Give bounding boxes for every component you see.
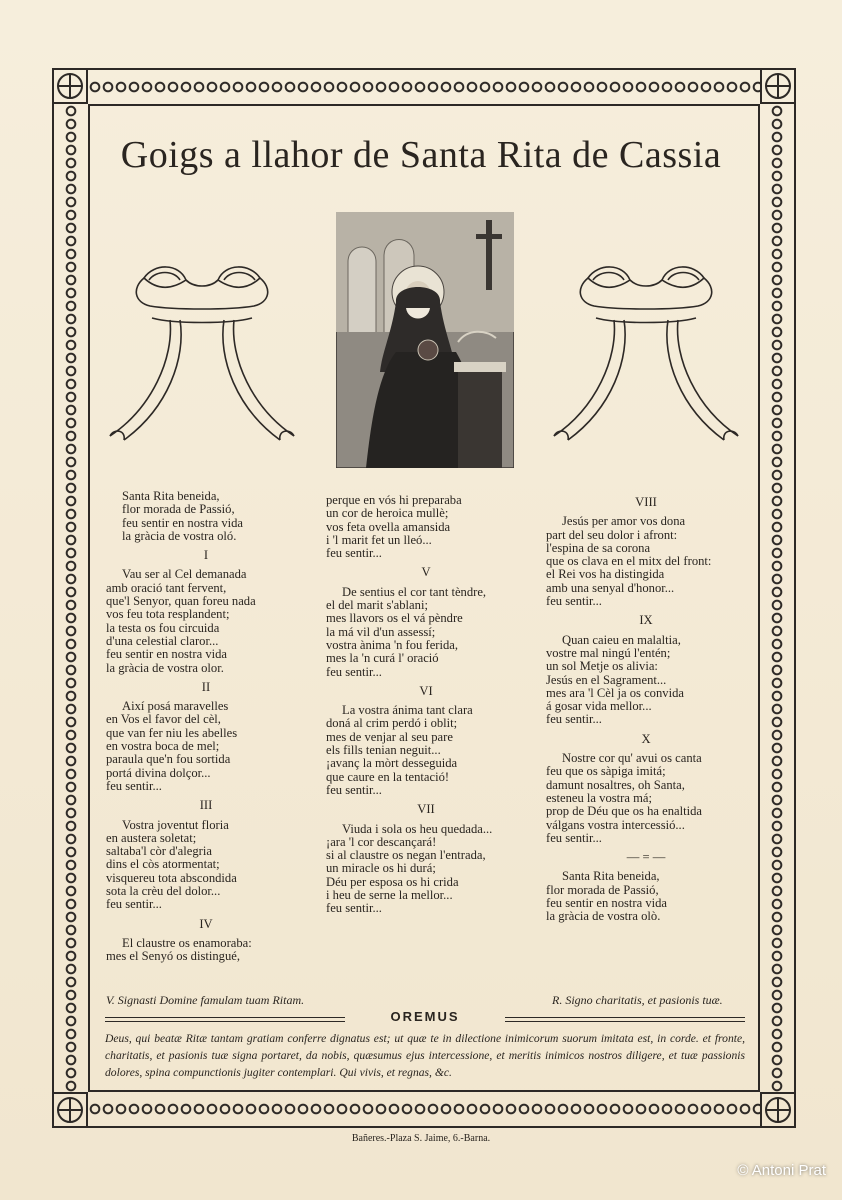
- stanza-number: VII: [417, 802, 435, 817]
- verse-line: mes de venjar al seu pare: [326, 729, 453, 744]
- verse-line: feu sentir...: [106, 778, 162, 793]
- verse-line: ¡ara 'l cor descançará!: [326, 834, 437, 849]
- stanza-number: VIII: [635, 495, 657, 509]
- verse-line: La vostra ánima tant clara: [342, 703, 473, 718]
- verse-line: flor morada de Passió,: [122, 502, 235, 517]
- verse-line: mes el Senyó os distingué,: [106, 949, 240, 964]
- verse-line: que van fer niu les abelles: [106, 725, 238, 740]
- verse-line: Vau ser al Cel demanada: [122, 567, 247, 582]
- oremus-heading: [105, 1011, 745, 1025]
- stanza-number: III: [199, 798, 213, 813]
- verse-line: vostre mal ningú l'entén;: [546, 645, 671, 660]
- verse-line: Déu per esposa os hi crida: [326, 874, 459, 889]
- corner-ornament-icon: [52, 68, 88, 104]
- versicle: V. Signasti Domine famulam tuam Ritam.: [106, 993, 305, 1007]
- verses-column-1: [106, 490, 306, 964]
- verse-line: el Rei vos ha distingida: [546, 567, 665, 582]
- divider-right: [505, 1017, 745, 1022]
- verse-line: i heu de serne la mellor...: [326, 888, 453, 903]
- stanza-number: II: [201, 679, 211, 694]
- verse-line: mes la 'n curá l' oració: [326, 651, 439, 666]
- verse-line: vostra ànima 'n fou ferida,: [326, 637, 459, 652]
- verse-line: en Vos el favor del cèl,: [106, 712, 221, 727]
- verse-line: paraula que'n fou sortida: [106, 752, 231, 767]
- stanza-number: X: [641, 731, 651, 746]
- verse-line: amb oració tant fervent,: [106, 580, 227, 595]
- verse-line: feu que os sàpiga imitá;: [546, 764, 666, 779]
- copyright-watermark: © Antoni Prat: [737, 1162, 826, 1179]
- verse-line: l'espina de sa corona: [546, 540, 651, 555]
- verse-line: feu sentir en nostra vida: [546, 896, 667, 911]
- verse-line: feu sentir...: [546, 712, 602, 727]
- verse-line: feu sentir en nostra vida: [122, 515, 243, 530]
- floral-ornament-right-icon: [548, 258, 744, 448]
- verse-line: Nostre cor qu' avui os canta: [562, 751, 702, 766]
- verse-line: mes ara 'l Cèl ja os convida: [546, 685, 684, 700]
- verse-line: Vostra joventut floria: [122, 817, 229, 832]
- verse-line: la testa os fou circuida: [106, 620, 220, 635]
- verse-line: ¡avanç la mòrt desseguida: [326, 756, 458, 771]
- border-left: [52, 104, 90, 1092]
- stanza-number: VI: [419, 683, 433, 698]
- verse-line: válgans vostra intercessió...: [546, 817, 685, 832]
- verse-line: Així posá maravelles: [122, 699, 229, 714]
- verse-line: feu sentir...: [106, 897, 162, 912]
- verse-line: la gràcia de vostra olor.: [106, 660, 224, 675]
- verse-line: feu sentir en nostra vida: [106, 647, 227, 662]
- verse-line: i 'l marit fet un lleó...: [326, 532, 432, 547]
- verse-line: Jesús en el Sagrament...: [546, 672, 667, 687]
- saint-rita-portrait: [336, 212, 514, 468]
- verse-line: que'l Senyor, quan foreu nada: [106, 594, 256, 609]
- verse-line: mes llavors os el vá pèndre: [326, 611, 463, 626]
- divider-left: [105, 1017, 345, 1022]
- verse-line: que os clava en el mitx del front:: [546, 554, 712, 569]
- verse-line: Quan caieu en malaltia,: [562, 632, 681, 647]
- stanza-number: — = —: [626, 850, 666, 865]
- verse-line: un sol Metje os alivia:: [546, 659, 658, 674]
- verse-line: si al claustre os negan l'entrada,: [326, 848, 486, 863]
- verse-line: part del seu dolor i afront:: [546, 527, 678, 542]
- prayer-text: Deus, qui beatæ Ritæ tantam gratiam conferre dignatus est; ut quæ te in dilectione inimicorum suorum imitata est, in corde. et fronte, charitatis, et pasionis tuæ signa portaret, da nobis, quæsumus ejus intercessione, et meritis inimicos nostros diligere, et tuæ passionis dolores, spina compunctionis jugiter contemplari. Qui vivis, et regnas, &c.: [105, 1032, 745, 1079]
- verse-line: damunt nosaltres, oh Santa,: [546, 777, 685, 792]
- verse-line: feu sentir...: [326, 782, 382, 797]
- verses-column-2: [326, 494, 526, 916]
- verse-line: prop de Déu que os ha enaltida: [546, 804, 702, 819]
- verse-line: feu sentir...: [326, 901, 382, 916]
- corner-ornament-icon: [760, 68, 796, 104]
- verse-line: en vostra boca de mel;: [106, 739, 220, 754]
- stanza-number: IX: [639, 613, 653, 628]
- verse-line: la gràcia de vostra oló.: [122, 528, 237, 543]
- stanza-number: I: [203, 548, 209, 563]
- verse-line: feu sentir...: [326, 546, 382, 561]
- verse-line: vos feta ovella amansida: [326, 519, 451, 534]
- oremus-label: OREMUS: [390, 1009, 460, 1024]
- verse-line: perque en vós hi preparaba: [326, 493, 462, 507]
- verse-line: dins el còs atormentat;: [106, 857, 220, 872]
- verse-line: que caure en la tentació!: [326, 769, 450, 784]
- floral-ornament-left-icon: [104, 258, 300, 448]
- corner-ornament-icon: [760, 1092, 796, 1128]
- verse-line: Viuda i sola os heu quedada...: [342, 821, 493, 836]
- verses-column-3: [546, 490, 746, 924]
- stanza-number: V: [421, 565, 431, 580]
- verse-line: un miracle os hi durá;: [326, 861, 436, 876]
- response: R. Signo charitatis, et pasionis tuæ.: [552, 993, 723, 1007]
- stanza-number: IV: [199, 916, 213, 931]
- verse-line: amb una senyal d'honor...: [546, 580, 675, 595]
- verse-line: Jesús per amor vos dona: [562, 514, 686, 529]
- verse-line: flor morada de Passió,: [546, 882, 659, 897]
- border-top: [88, 68, 760, 106]
- verse-line: visquereu tota abscondida: [106, 870, 237, 885]
- verse-line: El claustre os enamoraba:: [122, 935, 252, 950]
- verse-line: el del marit s'ablani;: [326, 598, 428, 613]
- verse-line: d'una celestial claror...: [106, 633, 219, 648]
- verse-line: la má vil d'un assessí;: [326, 624, 436, 639]
- page-title: Goigs a llahor de Santa Rita de Cassia: [120, 134, 722, 176]
- verse-line: feu sentir...: [326, 664, 382, 679]
- verse-line: Santa Rita beneida,: [562, 869, 660, 884]
- border-bottom: [88, 1090, 760, 1128]
- verse-line: un cor de heroica mullè;: [326, 506, 449, 521]
- verse-line: á gosar vida mellor...: [546, 699, 652, 714]
- verse-line: en austera soletat;: [106, 830, 197, 845]
- verse-line: els fills tenian neguit...: [326, 743, 441, 758]
- corner-ornament-icon: [52, 1092, 88, 1128]
- verse-line: vos feu tota resplandent;: [106, 607, 230, 622]
- printer-imprint: Bañeres.-Plaza S. Jaime, 6.-Barna.: [351, 1133, 491, 1144]
- verse-line: portá divina dolçor...: [106, 765, 211, 780]
- border-right: [758, 104, 796, 1092]
- verse-line: feu sentir...: [546, 594, 602, 609]
- verse-line: saltaba'l còr d'alegria: [106, 844, 212, 859]
- verse-line: esteneu la vostra má;: [546, 790, 652, 805]
- verse-line: la gràcia de vostra olò.: [546, 909, 661, 924]
- verse-line: doná al crim perdó i oblit;: [326, 716, 458, 731]
- verse-line: Santa Rita beneida,: [122, 489, 220, 503]
- verse-line: De sentius el cor tant tèndre,: [342, 584, 487, 599]
- verse-line: feu sentir...: [546, 830, 602, 845]
- verse-line: sota la crèu del dolor...: [106, 884, 221, 899]
